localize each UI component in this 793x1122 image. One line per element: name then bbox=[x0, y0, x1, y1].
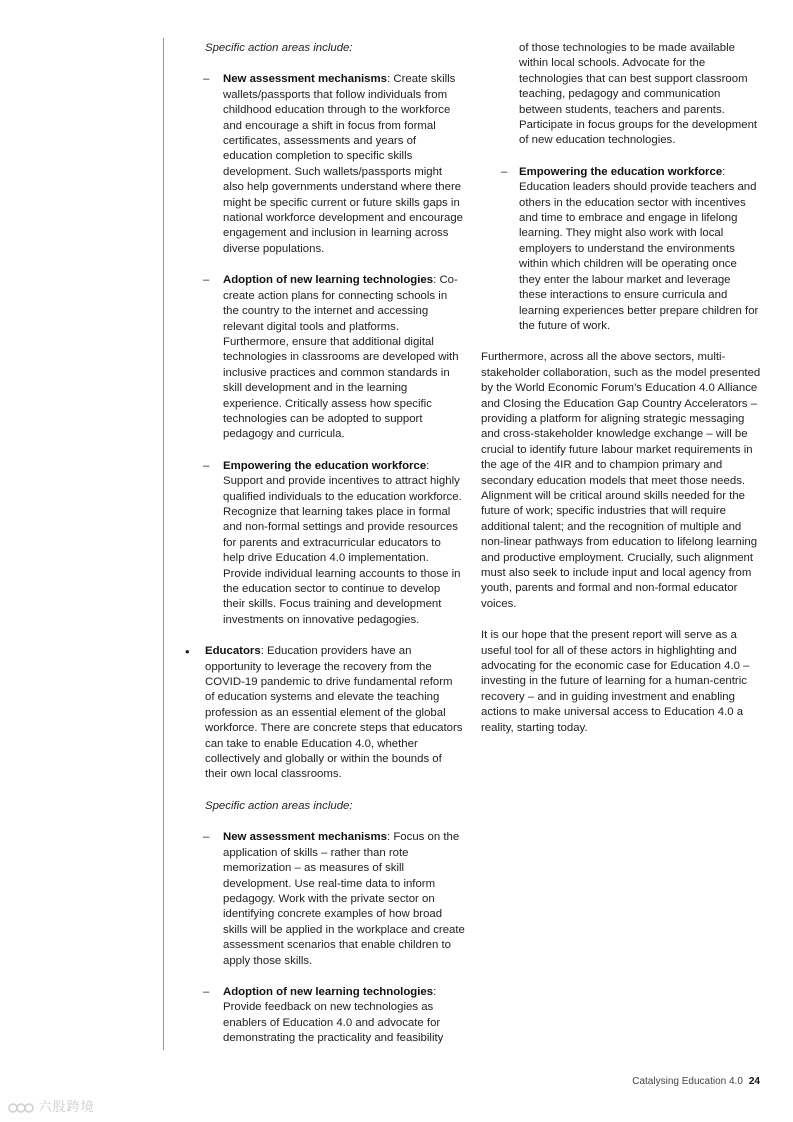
dash-marker: – bbox=[203, 459, 210, 472]
item-title: New assessment mechanisms bbox=[223, 831, 387, 844]
section-lead: Specific action areas include: bbox=[205, 799, 353, 812]
item-text: Provide feedback on new technologies as enablers of Education 4.0 and advocate for demonstrating the practicality and feasibility bbox=[223, 1001, 444, 1045]
action-item: – Adoption of new learning technologies: Provide feedback on new technologies as enablers of Education 4.0 and advocate for demonstrating the practicality and feasibility bbox=[203, 985, 444, 1045]
item-title: Empowering the education workforce bbox=[223, 459, 427, 472]
watermark-logo-icon bbox=[8, 1101, 34, 1115]
item-title: Empowering the education workforce bbox=[519, 165, 723, 178]
section-lead: Specific action areas include: bbox=[205, 42, 353, 54]
vertical-divider bbox=[163, 38, 164, 1050]
footer-title: Catalysing Education 4.0 bbox=[632, 1076, 743, 1087]
action-item: – New assessment mechanisms: Create skills wallets/passports that follow individuals from childhood education through to the workforce and encourage a shift in focus from formal certificates, assessments and years of education completion to specific skills development. Such wallets/passports might also help governments understand where there might be specific current or future skills gaps in national workforce development and encourage engagement and inclusion in learning across diverse populations. bbox=[203, 73, 463, 255]
continuation-text: of those technologies to be made available within local schools. Advocate for the technologies that can best support classroom teaching, pedagogy and communication between students, teachers and parents. Participate in focus groups for the development of new education technologies. bbox=[519, 42, 758, 147]
dash-marker: – bbox=[203, 274, 210, 287]
item-text: Create skills wallets/passports that follow individuals from childhood education through to the workforce and encourage a shift in focus from formal certificates, assessments and years of education completion to specific skills development. Such wallets/passports might also help governments understand where there might be specific current or future skills gaps in national workforce development and encourage engagement and inclusion in learning across diverse populations. bbox=[223, 73, 463, 255]
body-paragraph: Furthermore, across all the above sectors, multi-stakeholder collaboration, such as the model presented by the World Economic Forum’s Education 4.0 Alliance and Closing the Education Gap Country Accelerators – providing a platform for aligning strategic messaging and cross-stakeholder knowledge exchange – will be crucial to identify future labour market requirements in the age of the 4IR and to champion primary and secondary education models that meet those needs. Alignment will be critical around skills needed for the future of work; specific industries that will require additional talent; and the recognition of multiple and non-linear pathways from education to lifelong learning and productive employment. Crucially, such alignment must also seek to include input and local agency from youth, parents and formal and non-formal educator voices. bbox=[481, 351, 761, 610]
action-item: – New assessment mechanisms: Focus on the application of skills – rather than rote memorization – as measures of skill development. Use real-time data to inform pedagogy. Work with the private sector on identifying concrete examples of how broad skills will be applied in the workplace and create assessment scenarios that enable children to apply those skills. bbox=[203, 831, 465, 967]
action-item: – Adoption of new learning technologies: Co-create action plans for connecting schools in the country to the internet and accessing relevant digital tools and platforms. Furthermore, ensure that additional digital technologies in classrooms are developed with inclusive practices and common standards in skill development and in the learning experience. Critically assess how specific technologies can be adopted to support pedagogy and curricula. bbox=[203, 274, 459, 441]
watermark-text: 六股跨境 bbox=[38, 1099, 95, 1114]
item-text: Education leaders should provide teachers and others in the education sector with incentives and time to embrace and engage in lifelong learning. They might also work with local employers to understand the environments within which children will be operating once they enter the labour market and leverage these interactions to ensure curricula and learning experiences better prepare children for the future of work. bbox=[519, 181, 759, 332]
page-footer bbox=[560, 1076, 760, 1087]
action-item: – Empowering the education workforce: Education leaders should provide teachers and others in the education sector with incentives and time to embrace and engage in lifelong learning. They might also work with local employers to understand the environments within which children will be operating once they enter the labour market and leverage these interactions to ensure curricula and learning experiences better prepare children for the future of work. bbox=[501, 165, 759, 332]
body-paragraph: It is our hope that the present report will serve as a useful tool for all of these actors in highlighting and advocating for the economic case for Education 4.0 – investing in the future of learning for a human-centric recovery – and in guiding investment and enabling actions to make universal access to Education 4.0 a reality, starting today. bbox=[481, 629, 750, 734]
page-number: 24 bbox=[748, 1076, 760, 1087]
dash-marker: – bbox=[501, 165, 508, 178]
action-item: – Empowering the education workforce: Support and provide incentives to attract highly qualified individuals to the education workforce. Recognize that learning takes place in formal and non-formal settings and provide resources for parents and extracurricular educators to help drive Education 4.0 implementation. Provide individual learning accounts to those in the education sector to continue to develop their skills. Focus training and development investments on innovative pedagogies. bbox=[203, 459, 462, 626]
educators-text: Education providers have an opportunity to leverage the recovery from the COVID-19 pandemic to drive fundamental reform of education systems and elevate the teaching profession as an essential element of the global workforce. There are concrete steps that educators can take to enable Education 4.0, whether collectively and globally or within the bounds of their own local classrooms. bbox=[205, 645, 463, 781]
item-text: Support and provide incentives to attract highly qualified individuals to the education workforce. Recognize that learning takes place in formal and non-formal settings and provide resources for parents and extracurricular educators to help drive Education 4.0 implementation. Provide individual learning accounts to those in the education sector to continue to develop their skills. Focus training and development investments on innovative pedagogies. bbox=[223, 475, 462, 626]
item-title: Adoption of new learning technologies bbox=[223, 985, 434, 998]
dash-marker: – bbox=[203, 985, 210, 998]
right-column bbox=[481, 41, 761, 752]
bullet-marker: • bbox=[185, 644, 190, 660]
dash-marker: – bbox=[203, 831, 210, 844]
item-text: Co-create action plans for connecting schools in the country to the internet and accessing relevant digital tools and platforms. Furthermore, ensure that additional digital technologies in classrooms are developed with inclusive practices and common standards in skill development and in the learning experience. Critically assess how specific technologies can be adopted to support pedagogy and curricula. bbox=[223, 274, 459, 441]
item-title: New assessment mechanisms bbox=[223, 73, 387, 86]
dash-marker: – bbox=[203, 73, 210, 86]
watermark bbox=[8, 1096, 95, 1115]
item-text: Focus on the application of skills – rather than rote memorization – as measures of skill development. Use real-time data to inform pedagogy. Work with the private sector on identifying concrete examples of how broad skills will be applied in the workplace and create assessment scenarios that enable children to apply those skills. bbox=[223, 831, 465, 967]
educators-bullet: • Educators: Education providers have an opportunity to leverage the recovery from the COVID-19 pandemic to drive fundamental reform of education systems and elevate the teaching profession as an essential element of the global workforce. There are concrete steps that educators can take to enable Education 4.0, whether collectively and globally or within the bounds of their own local classrooms. bbox=[185, 644, 463, 781]
left-column bbox=[185, 41, 465, 1063]
item-title: Adoption of new learning technologies bbox=[223, 274, 434, 287]
educators-title: Educators bbox=[205, 645, 261, 658]
